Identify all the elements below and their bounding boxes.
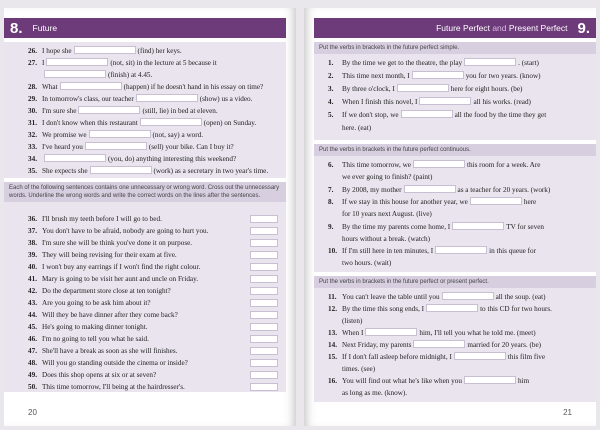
sentence-text: You don't have to be afraid, nobody are going to hurt you. [42,227,209,235]
exercise-line [328,246,536,256]
item-number: 44. [28,311,37,319]
answer-box[interactable] [250,371,278,379]
sentence-text: This time tomorrow, I'll being at the hairdresser's. [42,383,185,391]
item-number: 43. [28,299,37,307]
answer-blank[interactable] [397,84,449,92]
item-number: 42. [28,287,37,295]
answer-blank[interactable] [74,46,136,54]
unit-header [4,18,286,38]
sentence-start: I hope she [42,47,72,55]
exercise-line [328,123,371,133]
sentence-end: him, I'll tell you what he told me. (meet) [419,329,536,337]
exercise-line [328,160,540,170]
exercise-line [28,286,171,296]
sentence-start: This time next month, I [342,72,410,80]
exercise-line [28,382,185,392]
item-number: 16. [328,377,337,385]
unit-header [314,18,596,38]
item-number: 37. [28,227,37,235]
sentence-start: If I don't fall asleep before midnight, I [342,353,452,361]
item-number: 36. [28,215,37,223]
sentence-text: Will you go standing outside the cinema or inside? [42,359,188,367]
exercise-line [328,328,536,338]
item-number: 40. [28,263,37,271]
sentence-start: She expects she [42,167,88,175]
answer-box[interactable] [250,299,278,307]
item-number: 13. [328,329,337,337]
exercise-line [28,226,208,236]
exercise-line [28,298,151,308]
answer-box[interactable] [250,335,278,343]
sentence-start: We promise we [42,131,87,139]
sentence-text: He's going to making dinner tonight. [42,323,148,331]
sentence-text: Will they be have dinner after they come back? [42,311,178,319]
answer-blank[interactable] [442,292,494,300]
item-number: 10. [328,247,337,256]
sentence-text: Does this shop opens at six or at seven? [42,371,157,379]
exercise-line [28,82,263,92]
exercise-line [28,310,178,320]
sentence-end: this room for a week. Are [467,161,541,169]
sentence-text: Are you going to be ask him about it? [42,299,151,307]
item-number: 46. [28,335,37,343]
exercise-line [28,58,217,68]
answer-blank[interactable] [85,142,147,150]
sentence-start: I've heard you [42,143,83,151]
sentence-start: I'm sure she [42,107,77,115]
exercise-line [328,316,362,326]
sentence-start: as long as me. (know). [342,389,408,397]
answer-box[interactable] [250,359,278,367]
sentence-end: all the food by the time they get [454,111,547,119]
answer-blank[interactable] [412,71,464,79]
sentence-start: times. (see) [342,365,376,373]
sentence-end: (open) on Sunday. [203,119,257,127]
exercise-line [328,258,391,268]
sentence-end: all the soup. (eat) [495,293,546,301]
sentence-start: When I [342,329,364,337]
exercise-line [28,142,234,152]
exercise-line [28,166,268,176]
answer-box[interactable] [250,323,278,331]
instruction: Put the verbs in brackets in the future perfect simple. [314,42,596,54]
item-number: 34. [28,155,37,163]
answer-blank[interactable] [419,97,471,105]
answer-box[interactable] [250,311,278,319]
exercise-line [328,185,550,195]
answer-blank[interactable] [44,154,106,162]
future-perfect-simple-section [314,42,596,140]
answer-blank[interactable] [78,106,140,114]
item-number: 38. [28,239,37,247]
answer-blank[interactable] [89,130,151,138]
exercise-error-section [4,182,286,392]
item-number: 29. [28,95,37,103]
exercise-line [328,388,407,398]
item-number: 49. [28,371,37,379]
sentence-end: in this queue for [489,247,537,256]
exercise-line [28,346,177,356]
exercise-line [28,106,218,116]
item-number: 48. [28,359,37,367]
unit-number: 9. [577,19,590,37]
left-page [4,8,296,426]
exercise-line [28,262,200,272]
exercise-line [28,46,182,56]
sentence-start: This time tomorrow, we [342,161,411,169]
sentence-text: I'm no going to tell you what he said. [42,335,149,343]
exercise-line [328,110,546,120]
sentence-end: as a teacher for 20 years. (work) [457,185,551,194]
answer-blank[interactable] [454,352,506,360]
sentence-start: Next Friday, my parents [342,341,412,349]
sentence-end: (still, lie) in bed at eleven. [142,107,218,115]
right-page [304,8,596,426]
exercise-line [28,274,198,284]
answer-blank[interactable] [136,94,198,102]
sentence-start: here. (eat) [342,124,372,132]
sentence-end: you for two years. (know) [465,72,541,80]
item-number: 4. [328,98,334,106]
sentence-text: Mary is going to be visit her aunt and uncle on Friday. [42,275,199,283]
exercise-line [28,214,162,224]
exercise-line [328,376,529,386]
item-number: 35. [28,167,37,175]
exercise-line [328,58,539,68]
sentence-start: (listen) [342,317,363,325]
answer-blank[interactable] [90,166,152,174]
exercise-line [328,234,430,244]
item-number: 31. [28,119,37,127]
answer-blank[interactable] [464,58,516,66]
answer-box[interactable] [250,263,278,271]
answer-box[interactable] [250,287,278,295]
exercise-line [328,292,545,302]
sentence-start: If I'm still here in ten minutes, I [342,247,434,256]
sentence-end: to this CD for two hours. [480,305,552,313]
item-number: 8. [328,197,334,206]
answer-blank[interactable] [464,376,516,384]
answer-blank[interactable] [404,185,456,193]
exercise-line [328,209,432,219]
exercise-line [328,84,522,94]
sentence-end: him [517,377,530,385]
sentence-start: When I finish this novel, I [342,98,418,106]
item-number: 45. [28,323,37,331]
exercise-line [328,222,544,232]
unit-number: 8. [10,19,23,37]
answer-blank[interactable] [413,160,465,168]
sentence-end: here for eight hours. (be) [450,85,523,93]
sentence-start: By 2008, my mother [342,185,402,194]
answer-box[interactable] [250,215,278,223]
sentence-end: (show) us a video. [199,95,253,103]
answer-blank[interactable] [401,110,453,118]
sentence-start: I don't know when this restaurant [42,119,138,127]
item-number: 15. [328,353,337,361]
item-number: 28. [28,83,37,91]
item-number: 7. [328,185,334,194]
exercise-line [28,250,177,260]
item-number: 30. [28,107,37,115]
sentence-end: (find) her keys. [137,47,182,55]
item-number: 1. [328,59,334,67]
answer-box[interactable] [250,347,278,355]
future-perfect-continuous-section [314,144,596,272]
sentence-start: You can't leave the table until you [342,293,440,301]
sentence-end: all his works. (read) [473,98,531,106]
answer-box[interactable] [250,251,278,259]
exercise-line [328,304,552,314]
sentence-start: two hours. (wait) [342,259,392,268]
exercise-line [28,370,156,380]
sentence-text: I'm sure she will be think you've done it on purpose. [42,239,193,247]
page-number: 20 [28,408,37,417]
sentence-text: I won't buy any earrings if I won't find the right colour. [42,263,201,271]
exercise-line [328,352,545,362]
sentence-start: If we don't stop, we [342,111,399,119]
exercise-line [28,130,203,140]
sentence-end: here [523,197,537,206]
sentence-text: They will being revising for their exam at five. [42,251,177,259]
exercise-line [28,238,192,248]
sentence-text: She'll have a break as soon as she will finishes. [42,347,178,355]
sentence-end: this film five [507,353,546,361]
sentence-start: By the time my parents come home, I [342,222,451,231]
exercise-fill-section [4,42,286,178]
answer-blank[interactable] [426,304,478,312]
item-number: 11. [328,293,337,301]
exercise-line [28,358,188,368]
item-number: 39. [28,251,37,259]
sentence-start: In tomorrow's class, our teacher [42,95,134,103]
sentence-end: (you, do) anything interesting this weekend? [108,155,237,163]
answer-blank[interactable] [44,70,106,78]
exercise-line [28,70,152,80]
item-number: 27. [28,59,37,67]
exercise-line [328,97,531,107]
answer-box[interactable] [250,227,278,235]
sentence-start: If we stay in this house for another year, we [342,197,468,206]
sentence-end: (finish) at 4.45. [108,71,153,79]
sentence-end: (work) as a secretary in two year's time. [153,167,269,175]
sentence-end: (happen) if he doesn't hand in his essay on time? [123,83,264,91]
sentence-start: By three o'clock, I [342,85,395,93]
item-number: 2. [328,72,334,80]
answer-blank[interactable] [60,82,122,90]
exercise-line [328,340,541,350]
exercise-line [28,322,148,332]
answer-blank[interactable] [452,222,504,230]
item-number: 41. [28,275,37,283]
exercise-line [328,364,375,374]
answer-blank[interactable] [413,340,465,348]
answer-box[interactable] [250,383,278,391]
exercise-line [28,118,256,128]
unit-title: Future Perfect and Present Perfect [436,23,568,33]
answer-blank[interactable] [435,246,487,254]
item-number: 26. [28,47,37,55]
item-number: 50. [28,383,37,391]
exercise-line [28,94,252,104]
exercise-line [328,71,541,81]
exercise-line [28,154,236,164]
sentence-end: TV for seven [506,222,544,231]
sentence-text: I'll brush my teeth before I will go to bed. [42,215,162,223]
sentence-text: Do the department store close at ten tonight? [42,287,171,295]
sentence-start: I [42,59,45,67]
item-number: 3. [328,85,334,93]
sentence-start: we ever going to finish? (paint) [342,173,433,182]
unit-title: Future [32,23,58,33]
answer-blank[interactable] [470,197,522,205]
item-number: 6. [328,161,334,169]
sentence-end: (sell) your bike. Can I buy it? [148,143,234,151]
sentence-start: hours without a break. (watch) [342,234,431,243]
item-number: 9. [328,222,334,231]
instruction: Each of the following sentences contains one unnecessary or wrong word. Cross out the unnecessary words. Underline the wrong words and write the correct words on the lines after the sentences. [4,182,286,202]
sentence-end: (not, sit) in the lecture at 5 because it [110,59,217,67]
item-number: 32. [28,131,37,139]
sentence-start: for 10 years next August. (live) [342,210,432,219]
sentence-start: You will find out what he's like when you [342,377,462,385]
exercise-line [28,334,149,344]
sentence-start: By the time this song ends, I [342,305,425,313]
page-number: 21 [563,408,572,417]
instruction: Put the verbs in brackets in the future perfect or present perfect. [314,276,596,288]
item-number: 5. [328,111,334,119]
exercise-line [328,197,536,207]
answer-blank[interactable] [365,328,417,336]
sentence-end: . (start) [518,59,539,67]
exercise-line [328,172,432,182]
sentence-start: By the time we get to the theatre, the play [342,59,463,67]
answer-box[interactable] [250,275,278,283]
answer-blank[interactable] [140,118,202,126]
answer-blank[interactable] [46,58,108,66]
item-number: 47. [28,347,37,355]
instruction: Put the verbs in brackets in the future perfect continuous. [314,144,596,156]
item-number: 14. [328,341,337,349]
sentence-end: (not, say) a word. [152,131,204,139]
answer-box[interactable] [250,239,278,247]
future-or-present-perfect-section [314,276,596,402]
item-number: 33. [28,143,37,151]
sentence-start: What [42,83,58,91]
sentence-end: married for 20 years. (be) [467,341,542,349]
item-number: 12. [328,305,337,313]
